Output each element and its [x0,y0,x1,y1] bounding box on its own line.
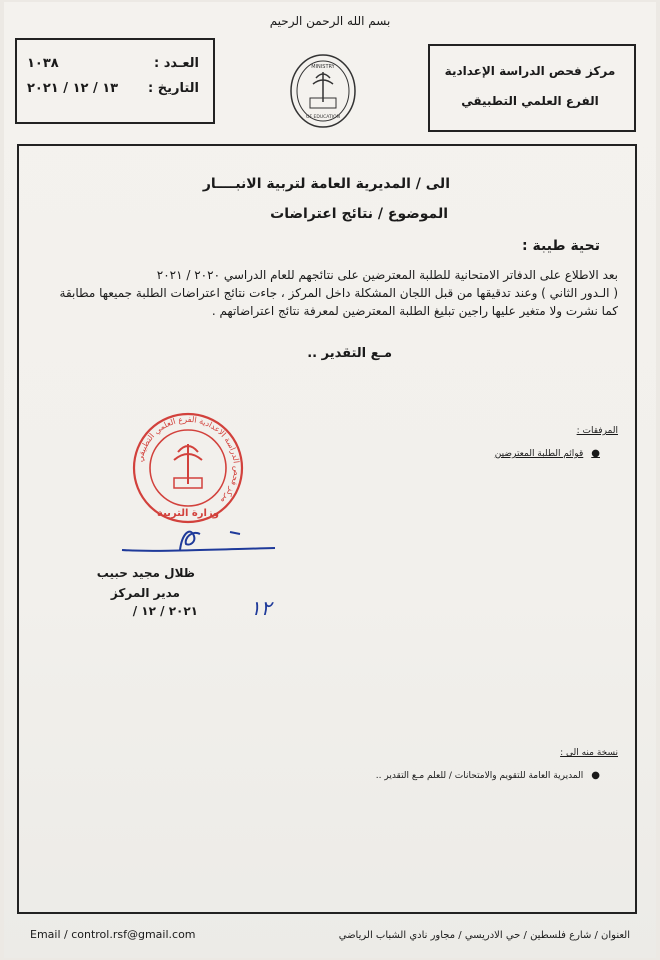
signer-title: مدير المركز [110,586,180,600]
date-row [27,81,199,96]
closing-regards: مـع التقدير .. [307,346,392,361]
attachments-label: المرفقات : [576,426,618,436]
center-name-box [428,44,636,132]
body-line: بعد الاطلاع على الدفاتر الامتحانية للطلبة المعترضين على نتائجهم للعام الدراسي ٢٠٢٠ / ٢٠٢١ [156,268,618,282]
copy-to-item [376,770,600,781]
subject-line: الموضوع / نتائج اعتراضات [270,206,448,222]
number-value: ١٠٣٨ [27,56,59,71]
emblem-text-top: MINISTRY [311,64,335,70]
bullet-icon: ● [591,770,600,781]
official-stamp [128,412,248,524]
signature-mark [120,520,280,560]
number-label: العـدد : [153,56,199,71]
recipient-line: الى / المديرية العامة لتربية الانبــــار [202,176,450,192]
body-line: كما نشرت ولا متغير عليها راجين تبليغ الطلبة المعترضين لمعرفة نتائج اعتراضاتهم . [211,304,618,318]
bullet-icon: ● [591,448,600,459]
emblem-text-bottom: OF EDUCATION [305,115,341,120]
body-line: ( الـدور الثاني ) وعند تدقيقها من قبل اللجان المشكلة داخل المركز ، جاءت نتائج اعتراضات الطلبة جميعها مطابقة [59,286,618,300]
attachment-item [495,448,600,459]
signature-date: ٢٠٢١ / ١٢ / [132,604,198,618]
date-value: ١٣ / ١٢ / ٢٠٢١ [27,81,119,96]
greeting: تحية طيبة : [521,238,600,254]
letter-body [38,266,618,320]
basmala: بسم الله الرحمن الرحيم [269,14,391,28]
reference-box [15,38,215,124]
handwritten-day: ١٢ [250,596,272,620]
footer-email: Email / control.rsf@gmail.com [30,928,196,941]
date-label: التاريخ : [148,81,199,96]
footer-address: العنوان / شارع فلسطين / حي الادريسي / مجاور نادي الشباب الرياضي [338,930,630,941]
ministry-emblem-icon [288,52,358,130]
branch-name: الفرع العلمي التطبيقي [461,94,599,108]
copy-to-text: المديرية العامة للتقويم والامتحانات / للعلم مـع التقدير .. [375,771,584,781]
copy-to-label: نسخة منه الى : [560,748,618,758]
stamp-bottom-text: وزارة التربية [157,508,219,519]
letter-frame [17,144,637,914]
number-row [27,56,199,71]
center-name: مركز فحص الدراسة الإعدادية [444,64,616,78]
signer-name: ظلال مجيد حبيب [96,566,195,580]
attachment-text: قوائم الطلبة المعترضين [494,449,584,459]
stamp-ring-text: مركز فحص الدراسة الاعدادية الفرع العلمي التطبيقي [135,414,242,506]
